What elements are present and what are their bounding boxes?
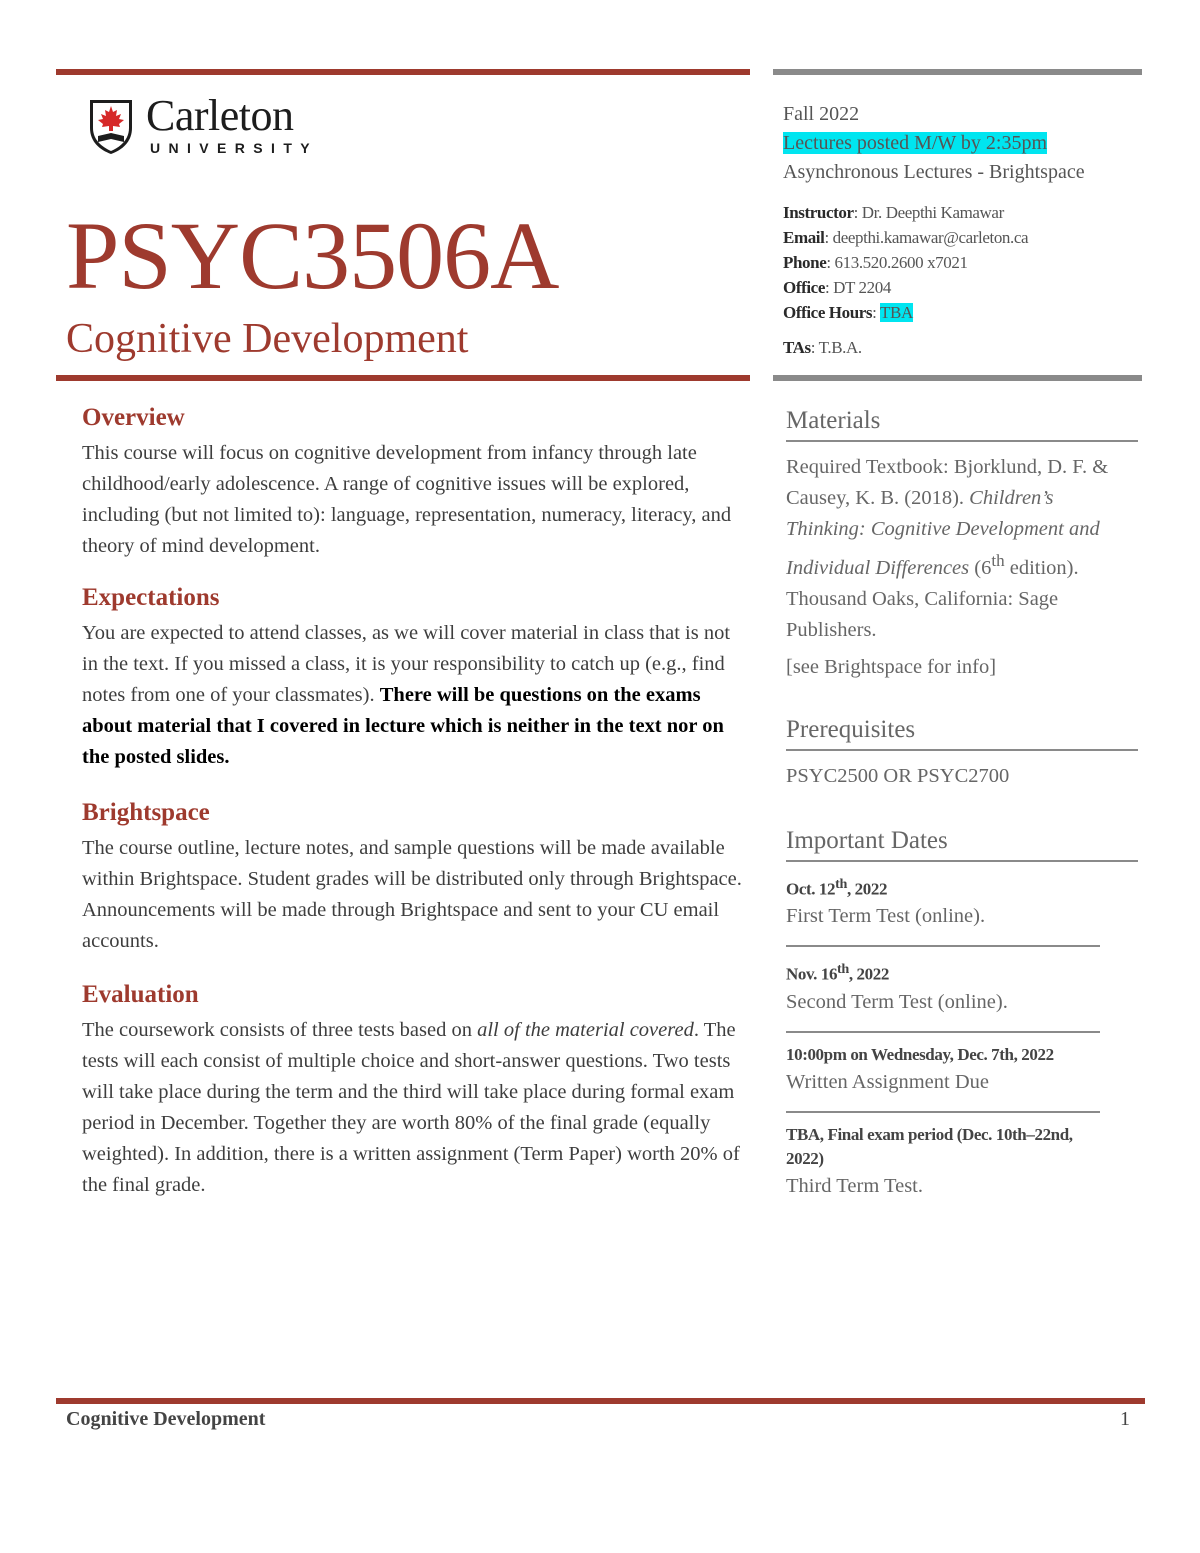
date-when: 10:00pm on Wednesday, Dec. 7th, 2022 xyxy=(786,1045,1054,1065)
phone-line: Phone: 613.520.2600 x7021 xyxy=(783,253,968,272)
sidebar xyxy=(786,404,1138,1215)
date-when: TBA, Final exam period (Dec. 10th–22nd, 2022) xyxy=(786,1125,1073,1169)
office-line: Office: DT 2204 xyxy=(783,278,891,297)
page-number: 1 xyxy=(1120,1408,1130,1430)
materials-heading: Materials xyxy=(786,404,1138,442)
prerequisites-section xyxy=(786,713,1138,792)
contact-block xyxy=(783,200,1143,360)
course-code: PSYC3506A xyxy=(66,202,559,309)
brightspace-section xyxy=(82,797,750,957)
materials-note: [see Brightspace for info] xyxy=(786,655,997,678)
date-when: Oct. 12th, 2022 xyxy=(786,875,888,899)
logo-subtitle: UNIVERSITY xyxy=(150,140,319,156)
date-when: Nov. 16th, 2022 xyxy=(786,961,889,985)
office-hours-line: Office Hours: TBA xyxy=(783,303,913,322)
overview-section xyxy=(82,402,750,562)
materials-section xyxy=(786,404,1138,683)
term: Fall 2022 xyxy=(783,103,860,125)
expectations-bold: There will be questions on the exams about material that I covered in lecture which is neither in the text nor on the posted slides. xyxy=(82,684,724,768)
footer-title: Cognitive Development xyxy=(66,1408,266,1430)
delivery-mode: Asynchronous Lectures - Brightspace xyxy=(783,161,1085,183)
email-line: Email: deepthi.kamawar@carleton.ca xyxy=(783,228,1029,247)
course-info xyxy=(783,100,1143,360)
evaluation-section xyxy=(82,979,750,1201)
overview-text: This course will focus on cognitive development from infancy through late childhood/early adolescence. A range of cognitive issues will be explored, including (but not limited to): language, representation, numeracy, literacy, and theory of mind development. xyxy=(82,442,732,557)
footer-rule xyxy=(56,1398,1145,1404)
logo-wordmark: Carleton xyxy=(146,91,294,140)
main-column xyxy=(82,402,750,1201)
email-link[interactable]: deepthi.kamawar@carleton.ca xyxy=(832,228,1029,247)
date-what: First Term Test (online). xyxy=(786,905,986,928)
important-dates-section xyxy=(786,824,1138,1215)
course-title: Cognitive Development xyxy=(66,316,469,362)
date-item xyxy=(786,872,1100,948)
materials-text: Required Textbook: Bjorklund, D. F. & Causey, K. B. (2018). Children’s Thinking: Cognitive Development and Individual Differences (6th edition). Thousand Oaks, California: Sage Publishers. xyxy=(786,456,1109,641)
expectations-section xyxy=(82,582,750,773)
prerequisites-heading: Prerequisites xyxy=(786,713,1138,751)
overview-heading: Overview xyxy=(82,404,185,431)
brightspace-text: The course outline, lecture notes, and sample questions will be made available within Brightspace. Student grades will be distributed only through Brightspace. Announcements will be made through Brightspace and sent to your CU email accounts. xyxy=(82,837,742,952)
shield-icon xyxy=(88,98,134,156)
date-item xyxy=(786,1043,1100,1113)
date-item xyxy=(786,1123,1100,1215)
lectures-posted: Lectures posted M/W by 2:35pm xyxy=(783,132,1048,154)
prerequisites-text: PSYC2500 OR PSYC2700 xyxy=(786,764,1010,787)
date-what: Second Term Test (online). xyxy=(786,991,1008,1014)
top-rule-left xyxy=(56,69,750,75)
brightspace-heading: Brightspace xyxy=(82,799,210,826)
expectations-heading: Expectations xyxy=(82,584,220,611)
evaluation-heading: Evaluation xyxy=(82,981,199,1008)
evaluation-text: The coursework consists of three tests based on all of the material covered. The tests will each consist of multiple choice and short-answer questions. Two tests will take place during the term and the third will take place during formal exam period in December. Together they are worth 80% of the final grade (equally weighted). In addition, there is a written assignment (Term Paper) worth 20% of the final grade. xyxy=(82,1019,740,1196)
date-what: Third Term Test. xyxy=(786,1175,924,1198)
university-logo xyxy=(88,91,328,160)
header-rule-right xyxy=(773,375,1142,381)
instructor-line: Instructor: Dr. Deepthi Kamawar xyxy=(783,203,1004,222)
top-rule-right xyxy=(773,69,1142,75)
date-item xyxy=(786,957,1100,1033)
expectations-text: You are expected to attend classes, as we will cover material in class that is not in the text. If you missed a class, it is your responsibility to catch up (e.g., find notes from one of your classmates). There will be questions on the exams about material that I covered in lecture which is neither in the text nor on the posted slides. xyxy=(82,622,731,768)
tas-line: TAs: T.B.A. xyxy=(783,338,862,357)
date-what: Written Assignment Due xyxy=(786,1071,990,1094)
important-dates-heading: Important Dates xyxy=(786,824,1138,862)
header-rule-left xyxy=(56,375,750,381)
